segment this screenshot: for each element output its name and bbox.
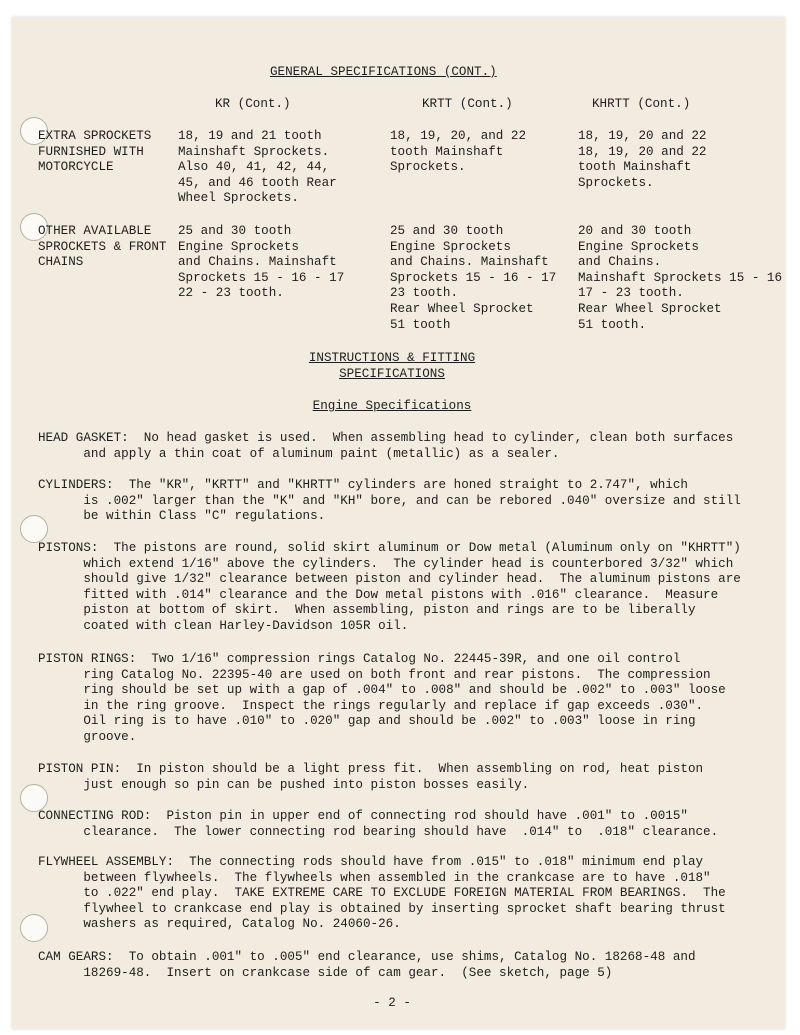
- document-page: [12, 17, 785, 1029]
- column-header-khrtt: KHRTT (Cont.): [592, 97, 691, 111]
- column-header-krtt: KRTT (Cont.): [422, 97, 513, 111]
- paragraph-head-gasket: HEAD GASKET: No head gasket is used. When assembling head to cylinder, clean both surfaces and apply a thin coat of aluminum paint (metallic) as a sealer.: [38, 431, 734, 461]
- paragraph-cylinders: CYLINDERS: The "KR", "KRTT" and "KHRTT" cylinders are honed straight to 2.747", which is .002" larger than the "K" and "KH" bore, and can be rebored .040" oversize and still be within Class "C" regulations.: [38, 478, 741, 524]
- page-title: GENERAL SPECIFICATIONS (CONT.): [270, 65, 497, 79]
- row-label-extra-sprockets: EXTRA SPROCKETS FURNISHED WITH MOTORCYCLE: [38, 129, 152, 175]
- section-subheading: Engine Specifications: [312, 399, 472, 413]
- page-number: - 2 -: [373, 996, 411, 1010]
- row-label-other-sprockets: OTHER AVAILABLE SPROCKETS & FRONT CHAINS: [38, 224, 167, 270]
- paragraph-flywheel-assembly: FLYWHEEL ASSEMBLY: The connecting rods should have from .015" to .018" minimum end play between flywheels. The flywheels when assembled in the crankcase are to have .018" to .022" end play. TAKE EXTREME CARE TO EXCLUDE FOREIGN MATERIAL FROM BEARINGS. The flywheel to crankcase end play is obtained by inserting sprocket shaft bearing thrust washers as required, Catalog No. 24060-26.: [38, 855, 726, 932]
- cell-krtt-other-sprockets: 25 and 30 tooth Engine Sprockets and Chains. Mainshaft Sprockets 15 - 16 - 17 23 tooth. Rear Wheel Sprocket 51 tooth: [390, 224, 557, 332]
- paragraph-piston-pin: PISTON PIN: In piston should be a light press fit. When assembling on rod, heat piston just enough so pin can be pushed into piston bosses easily.: [38, 762, 704, 792]
- cell-krtt-extra-sprockets: 18, 19, 20, and 22 tooth Mainshaft Sprockets.: [390, 129, 527, 175]
- paragraph-piston-rings: PISTON RINGS: Two 1/16" compression rings Catalog No. 22445-39R, and one oil control ring Catalog No. 22395-40 are used on both front and rear pistons. The compression ring should be set up with a gap of .004" to .008" and should be .002" to .003" loose in the ring groove. Inspect the rings regularly and replace if gap exceeds .030". Oil ring is to have .010" to .020" gap and should be .002" to .003" loose in ring groove.: [38, 652, 726, 744]
- cell-khrtt-extra-sprockets: 18, 19, 20 and 22 18, 19, 20 and 22 tooth Mainshaft Sprockets.: [578, 129, 707, 190]
- cell-kr-other-sprockets: 25 and 30 tooth Engine Sprockets and Chains. Mainshaft Sprockets 15 - 16 - 17 22 - 23 tooth.: [178, 224, 345, 301]
- paragraph-connecting-rod: CONNECTING ROD: Piston pin in upper end of connecting rod should have .001" to .0015" clearance. The lower connecting rod bearing should have .014" to .018" clearance.: [38, 809, 719, 839]
- column-header-kr: KR (Cont.): [215, 97, 291, 111]
- cell-kr-extra-sprockets: 18, 19 and 21 tooth Mainshaft Sprockets. Also 40, 41, 42, 44, 45, and 46 tooth Rear Wheel Sprockets.: [178, 129, 337, 206]
- paragraph-pistons: PISTONS: The pistons are round, solid skirt aluminum or Dow metal (Aluminum only on "KHRTT") which extend 1/16" above the cylinders. The cylinder head is counterbored 3/32" which should give 1/32" clearance between piston and cylinder head. The aluminum pistons are fitted with .014" clearance and the Dow metal pistons with .016" clearance. Measure piston at bottom of skirt. When assembling, piston and rings are to be liberally coated with clean Harley-Davidson 105R oil.: [38, 541, 741, 633]
- paragraph-cam-gears: CAM GEARS: To obtain .001" to .005" end clearance, use shims, Catalog No. 18268-48 and 18269-48. Insert on crankcase side of cam gear. (See sketch, page 5): [38, 950, 696, 980]
- section-heading: INSTRUCTIONS & FITTING SPECIFICATIONS: [308, 351, 476, 381]
- cell-khrtt-other-sprockets: 20 and 30 tooth Engine Sprockets and Chains. Mainshaft Sprockets 15 - 16 17 - 23 tooth. Rear Wheel Sprocket 51 tooth.: [578, 224, 783, 332]
